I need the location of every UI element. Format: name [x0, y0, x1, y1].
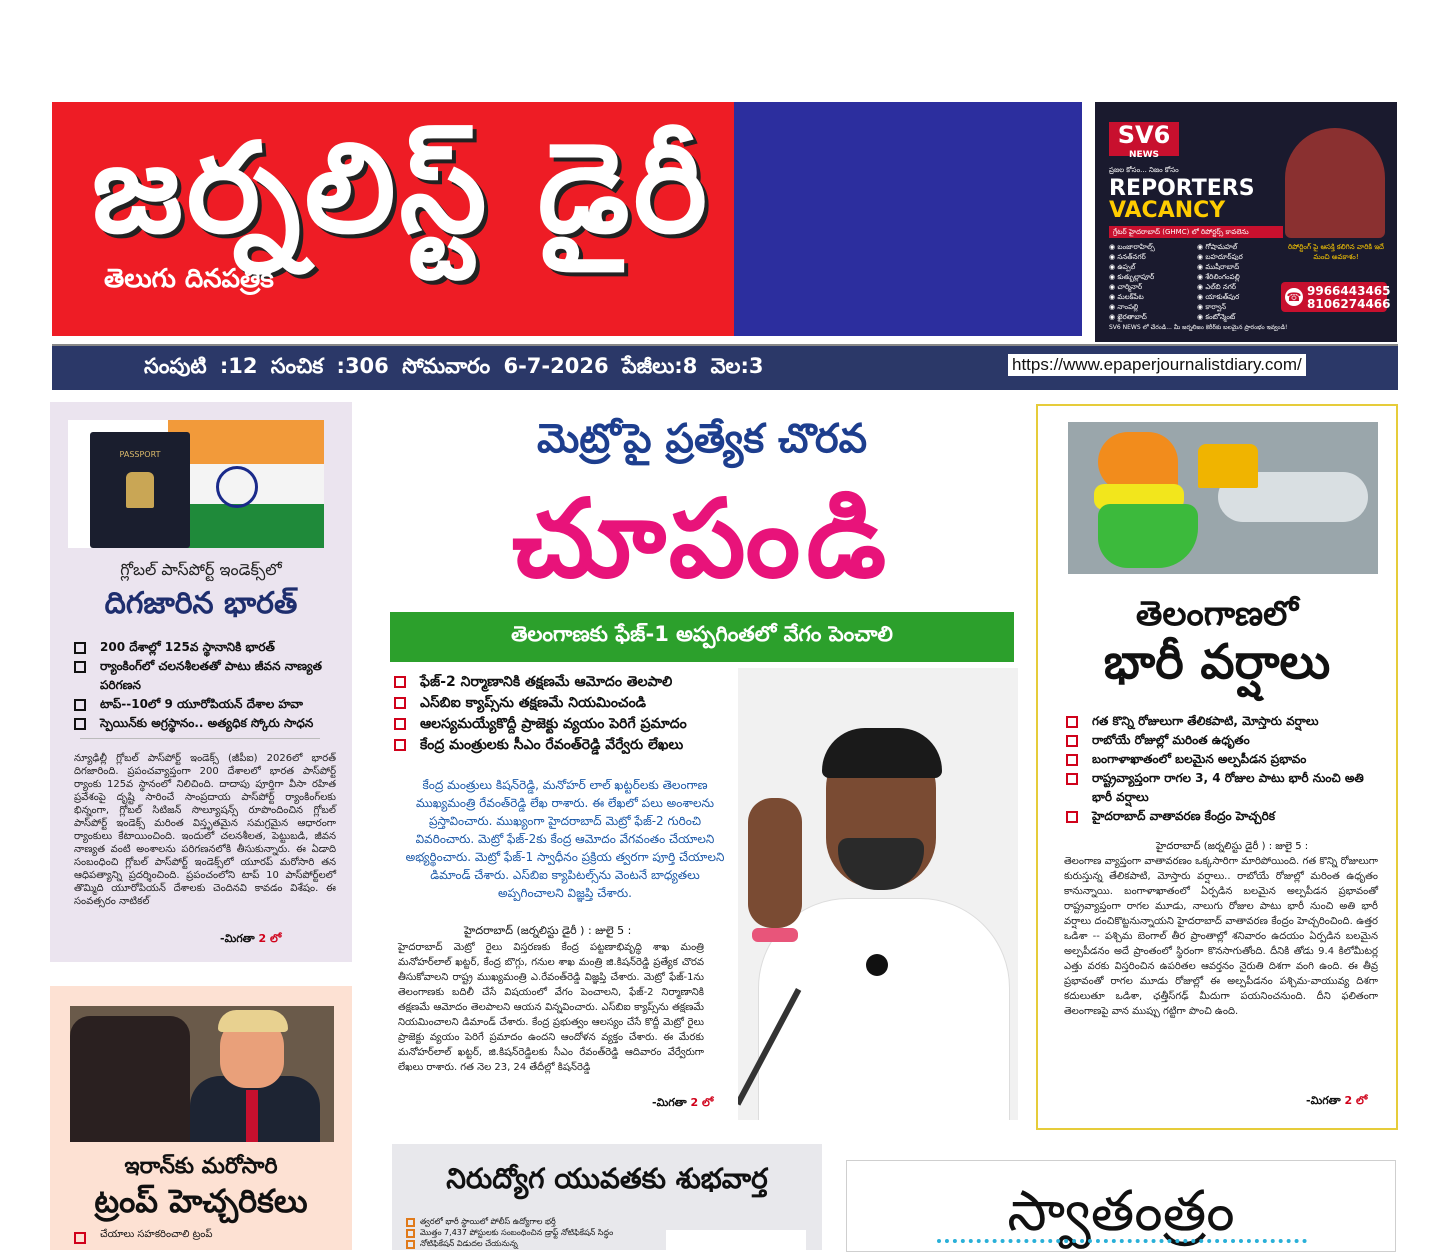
- newspaper-title: జర్నలిస్ట్ డైరీ: [92, 117, 712, 261]
- auto-rickshaw: [1198, 444, 1258, 488]
- rain-headline[interactable]: భారీ వర్షాలు: [1103, 634, 1331, 690]
- bullet-square-icon: [394, 697, 406, 709]
- list-item: రాష్ట్రవ్యాప్తంగా రాగల 3, 4 రోజుల పాటు భారీ నుంచి అతి భారీ వర్షాలు: [1066, 769, 1376, 807]
- rain-bullets: [1066, 712, 1376, 826]
- bullet-square-icon: [74, 1232, 86, 1244]
- ad-area-item: ◉ ఎల్‌బి నగర్: [1197, 283, 1237, 291]
- ad-area-item: ◉ కార్వాన్: [1197, 303, 1227, 311]
- bullet-square-icon: [1066, 773, 1078, 785]
- hair-shape: [218, 1010, 288, 1032]
- list-item: 200 దేశాల్లో 125వ స్థానానికి భారత్: [74, 638, 346, 657]
- bullet-square-icon: [394, 676, 406, 688]
- main-body: హైదరాబాద్ మెట్రో రైలు విస్తరణకు కేంద్ర పట్టణాభివృద్ధి శాఖ మంత్రి మనోహర్‌లాల్ ఖట్టర్, కేంద్ర బొగ్గు, గనుల శాఖ మంత్రి జి.కిషన్‌రెడ్డి ప్రత్యేక చొరవ తీసుకోవాలని రాష్ట్ర ముఖ్యమంత్రి ఎ.రేవంత్‌రెడ్డి విజ్ఞప్తి చేశారు. మెట్రో ఫేజ్-1ను తెలంగాణకు బదిలీ చేసే విషయంలో వేగం పెంచాలని, ఫేజ్-2 నిర్మాణానికి తక్షణమే ఆమోదం తెలపాలని ఆయన విన్నవించారు. ఎస్‌బిఐ క్యాప్స్‌ను తక్షణమే నియమించాలని డిమాండ్ చేశారు. కేంద్ర ప్రభుత్వం ఆలస్యం చేసే కొద్దీ మెట్రో రైలు ప్రాజెక్టు వ్యయం పెరిగే ప్రమాదం ఉందని ఆందోళన వ్యక్తం చేశారు. ఈ మేరకు మనోహర్‌లాల్ ఖట్టర్, జి.కిషన్‌రెడ్డిలకు సీఎం రేవంత్‌రెడ్డి ఆదివారం వేర్వేరుగా లేఖలు రాశారు. గత నెల 23, 24 తేదీల్లో కిషన్‌రెడ్డి: [398, 942, 704, 1073]
- list-item: ఎస్‌బిఐ క్యాప్స్‌ను తక్షణమే నియమించండి: [394, 693, 754, 714]
- ad-area-item: ◉ మలక్‌పేట: [1109, 293, 1144, 301]
- trump-kicker: ఇరాన్‌కు మరోసారి: [124, 1154, 278, 1179]
- list-item: స్పెయిన్‌కు అగ్రస్థానం.. అత్యధిక స్కోరు సాధన: [74, 714, 346, 733]
- cm-photo: [738, 668, 1018, 1120]
- ad-presenter-image: [1285, 128, 1385, 238]
- emblem-icon: [126, 472, 154, 508]
- ad-tagline: ప్రజల కోసం... నిజం కోసం: [1109, 166, 1179, 174]
- sv6-logo: SV6: [1109, 122, 1179, 156]
- trump-headline[interactable]: ట్రంప్ హెచ్చరికలు: [94, 1182, 308, 1220]
- ad-area-list: [1109, 242, 1289, 322]
- wristband-shape: [752, 928, 798, 942]
- passport-book-label: PASSPORT: [119, 450, 161, 459]
- map-green-zone: [1098, 504, 1198, 568]
- hair-shape: [822, 728, 942, 778]
- passport-bullets: [74, 638, 346, 733]
- newspaper-subtitle: తెలుగు దినపత్రిక: [104, 264, 274, 294]
- bullet-square-icon: [1066, 735, 1078, 747]
- ad-area-item: ◉ కుత్బుల్లాపూర్: [1109, 273, 1155, 281]
- ad-phone-box[interactable]: [1281, 282, 1391, 312]
- ad-area-item: ◉ నాంపల్లి: [1109, 303, 1139, 311]
- ad-area-item: ◉ ఉప్పల్: [1109, 263, 1136, 271]
- rain-body: తెలంగాణ వ్యాప్తంగా వాతావరణం ఒక్కసారిగా మారిపోయింది. గత కొన్ని రోజులుగా కురుస్తున్న తేలికపాటి, మోస్తారు వర్షాలు.. రాబోయే రోజుల్లో మరింత ఉధృతం కానున్నాయి. బంగాళాఖాతంలో ఏర్పడిన బలమైన అల్పపీడన ప్రభావంతో రాష్ట్రవ్యాప్తంగా రాగల మూడు, నాలుగు రోజుల పాటు భారీ నుంచి అతి భారీ వర్షాలు దంచికొట్టనున్నాయని హైదరాబాద్ వాతావరణ కేంద్రం హెచ్చరించింది. ఉత్తర ఒడిశా -- పశ్చిమ బెంగాల్ తీర ప్రాంతాల్లో శనివారం ఉదయం ఏర్పడిన బలమైన అల్పపీడనం అదే ప్రాంతంలో స్థిరంగా కొనసాగుతోంది. దీనికి తోడు 9.4 కిలోమీటర్ల ఎత్తు వరకు విస్తరించిన ఉపరితల ఆవర్తనం నైరుతి దిశగా వంగి ఉంది. ఈ తీవ్ర ప్రభావంతో రాగల మూడు రోజుల్లో ఈ అల్పపీడనం పశ్చిమ-వాయువ్య దిశగా కదులుతూ ఒడిశా, ఛత్తీస్‌గఢ్ మీదుగా పయనించనుంది. దీని ఫలితంగా తెలంగాణపై వాన ముప్పు గట్టిగా పొంచి ఉంది.: [1064, 856, 1378, 1017]
- beard-shape: [838, 838, 924, 890]
- chakra-icon: [216, 466, 258, 508]
- rain-photo: [1068, 422, 1378, 574]
- police-emblem-image: [666, 1230, 806, 1250]
- list-item: మొత్తం 7,437 పోస్టులకు సంబంధించిన డ్రాఫ్ట్ నోటిఫికేషన్ సిద్ధం: [406, 1227, 676, 1238]
- list-item: ఫేజ్-2 నిర్మాణానికి తక్షణమే ఆమోదం తెలపాలి: [394, 672, 754, 693]
- continued-link[interactable]: -మిగతా 2 లో: [652, 1096, 714, 1109]
- list-item: బంగాళాఖాతంలో బలమైన అల్పపీడన ప్రభావం: [1066, 750, 1376, 769]
- rain-dateline: హైదరాబాద్ (జర్నలిస్టు డైరీ ) : జులై 5 :: [1156, 841, 1309, 852]
- passport-book: [90, 432, 190, 548]
- bullet-square-icon: [1066, 716, 1078, 728]
- ad-area-item: ◉ బంజారాహిల్స్: [1109, 243, 1155, 251]
- bullet-square-icon: [74, 718, 86, 730]
- main-summary: కేంద్ర మంత్రులు కిషన్‌రెడ్డి, మనోహర్ లాల్ ఖట్టర్‌లకు తెలంగాణ ముఖ్యమంత్రి రేవంత్‌రెడ్డి లేఖ రాశారు. ఈ లేఖలో పలు అంశాలను ప్రస్తావించారు. ముఖ్యంగా హైదరాబాద్ మెట్రో ఫేజ్-2 గురించి వివరించారు. మెట్రో ఫేజ్-2కు కేంద్ర ఆమోదం వేగవంతం చేయాలని అభ్యర్థించారు. మెట్రో ఫేజ్-1 స్వాధీనం ప్రక్రియ త్వరగా పూర్తి చేయాలని డిమాండ్ చేశారు. ఎస్‌బిఐ క్యాపిటల్స్‌ను వెంటనే బాధ్యతలు అప్పగించాలని విజ్ఞప్తి చేశారు.: [405, 778, 725, 900]
- divider: [80, 738, 320, 739]
- bullet-square-icon: [74, 642, 86, 654]
- tie-shape: [246, 1090, 258, 1142]
- flag-saffron: [168, 420, 324, 464]
- hand-shape: [748, 798, 802, 928]
- freedom-feature: [846, 1160, 1396, 1252]
- issue-info-bar: [52, 344, 1398, 390]
- sv6-reporters-ad[interactable]: [1095, 102, 1397, 342]
- ad-footer: SV6 NEWS లో చేరండి... మీ జర్నలిజం కెరీర్‌కు బలమైన ప్రారంభం ఇవ్వండి!: [1109, 324, 1288, 331]
- list-item: చేయాలు సహకరించాలి ట్రంప్: [74, 1228, 362, 1242]
- main-bullets: [394, 672, 754, 756]
- list-item: ఆలస్యమయ్యేకొద్దీ ప్రాజెక్టు వ్యయం పెరిగే ప్రమాదం: [394, 714, 754, 735]
- trump-photo: [70, 1006, 334, 1142]
- passport-story: [50, 402, 352, 962]
- map-orange-zone: [1098, 432, 1178, 492]
- bullet-square-icon: [394, 739, 406, 751]
- bullet-square-icon: [74, 699, 86, 711]
- rain-kicker: తెలంగాణలో: [1135, 594, 1299, 634]
- ad-area-item: ◉ కంటోన్మెంట్: [1197, 313, 1236, 321]
- sv6-logo-sub: NEWS: [1128, 150, 1160, 160]
- list-item: హైదరాబాద్ వాతావరణ కేంద్రం హెచ్చరిక: [1066, 807, 1376, 826]
- bullet-square-icon: [1066, 754, 1078, 766]
- ad-headline-reporters: REPORTERS: [1109, 176, 1255, 201]
- list-item: కేంద్ర మంత్రులకు సీఎం రేవంత్‌రెడ్డి వేర్వేరు లేఖలు: [394, 735, 754, 756]
- phone-icon: ☎: [1286, 290, 1302, 304]
- ad-area-item: ◉ ముషీరాబాద్: [1197, 263, 1240, 271]
- masthead: [52, 102, 1082, 336]
- list-item: రాబోయే రోజుల్లో మరింత ఉధృతం: [1066, 731, 1376, 750]
- bullet-square-icon: [406, 1229, 415, 1238]
- passport-body: న్యూఢిల్లీ గ్లోబల్ పాస్‌పోర్ట్ ఇండెక్స్ (జీపీఐ) 2026లో భారత్ దిగజారింది. ప్రపంచవ్యాప్తంగా 200 దేశాలలో భారత పాస్‌పోర్ట్ ర్యాంకు 125వ స్థానంలో నిలిచింది. దాదాపు పూర్తిగా వీసా రహిత ప్రవేశంపై దృష్టి సారించే సాంప్రదాయ పాస్‌పోర్ట్ ర్యాంకింగ్‌లకు భిన్నంగా, గ్లోబల్ సిటిజన్ సొల్యూషన్స్ రూపొందించిన గ్లోబల్ పాస్‌పోర్ట్ ఇండెక్స్ మరింత విస్తృతమైన సమగ్రమైన ఆధారంగా ర్యాంకులు కేటాయించింది. ఇందులో చలనశీలత, పెట్టుబడి, జీవన నాణ్యత వంటి అంశాలను పరిగణనలోకి తీసుకున్నారు. ఈ ఏడాది సంబంధించి గ్లోబల్ పాస్‌పోర్ట్ ఇండెక్స్‌లో యూరప్ మరోసారి తన ఆధిపత్యాన్ని ప్రదర్శించింది. ప్రపంచంలోని టాప్ 10 పాస్‌పోర్ట్‌లలో తొమ్మిది యూరోపియన్ దేశాలకు చెందినవి కావడం విశేషం. ఈ సంవత్సరం నాటికల్: [74, 753, 336, 907]
- microphone-icon: [866, 954, 888, 976]
- ad-phone-number-1[interactable]: 9966443465: [1307, 284, 1391, 298]
- passport-headline[interactable]: దిగజారిన భారత్: [104, 586, 298, 621]
- main-kicker: మెట్రోపై ప్రత్యేక చొరవ: [536, 416, 868, 462]
- list-item: గత కొన్ని రోజులుగా తేలికపాటి, మోస్తారు వర్షాలు: [1066, 712, 1376, 731]
- list-item: టాప్--10లో 9 యూరోపియన్ దేశాల హవా: [74, 695, 346, 714]
- youth-headline[interactable]: నిరుద్యోగ యువతకు శుభవార్త: [446, 1162, 768, 1195]
- passport-image: [68, 420, 324, 548]
- list-item: ర్యాంకింగ్‌లో చలనశీలతతో పాటు జీవన నాణ్యత పరిగణన: [74, 657, 346, 695]
- main-subhead: తెలంగాణకు ఫేజ్-1 అప్పగింతలో వేగం పెంచాలి: [511, 622, 893, 646]
- ad-area-item: ◉ సనత్‌నగర్: [1109, 253, 1146, 261]
- ad-area-item: ◉ బహదూర్‌పుర: [1197, 253, 1243, 261]
- bullet-square-icon: [406, 1218, 415, 1227]
- continued-link[interactable]: -మిగతా 2 లో: [220, 932, 282, 945]
- list-item: నోటిఫికేషన్ విడుదల చేయనున్న: [406, 1238, 676, 1249]
- ad-area-item: ◉ శేరిలింగంపల్లి: [1197, 273, 1240, 281]
- ad-headline-vacancy: VACANCY: [1109, 198, 1226, 223]
- ad-area-item: ◉ యాకుత్‌పుర: [1197, 293, 1240, 301]
- trump-story: [50, 986, 352, 1250]
- youth-bullets: [406, 1216, 676, 1249]
- list-item: త్వరలో భారీ స్థాయిలో పోలీస్ ఉద్యోగాల భర్తీ: [406, 1216, 676, 1227]
- passport-kicker: గ్లోబల్ పాస్‌పోర్ట్ ఇండెక్స్‌లో: [120, 560, 282, 579]
- main-headline[interactable]: చూపండి: [511, 477, 893, 602]
- main-dateline: హైదరాబాద్ (జర్నలిస్టు డైరీ ) : జులై 5 :: [464, 924, 632, 937]
- freedom-headline[interactable]: స్వాతంత్రం: [1007, 1179, 1235, 1244]
- bullet-square-icon: [1066, 811, 1078, 823]
- bullet-square-icon: [406, 1240, 415, 1249]
- issue-details: సంపుటి :12 సంచిక :306 సోమవారం 6-7-2026 పేజీలు:8 వెల:3: [144, 354, 764, 378]
- ad-area-item: ◉ ఖైరతాబాద్: [1109, 313, 1147, 321]
- ad-phone-number-2[interactable]: 8106274466: [1307, 297, 1391, 311]
- main-subhead-band: [390, 612, 1014, 662]
- continued-link[interactable]: -మిగతా 2 లో: [1306, 1094, 1368, 1107]
- ad-note: రిపోర్టింగ్ పై ఆసక్తి కలిగిన వారికి ఇదే మంచి అవకాశం!: [1287, 243, 1384, 261]
- ad-location-line: గ్రేటర్ హైదరాబాద్ (GHMC) లో రిపోర్టర్స్ కావలెను: [1109, 226, 1283, 238]
- chair-shape: [70, 1016, 190, 1142]
- website-url[interactable]: https://www.epaperjournalistdiary.com/: [1008, 354, 1306, 376]
- flag-green: [168, 504, 324, 548]
- ad-area-item: ◉ గోషామహల్: [1197, 243, 1238, 251]
- rain-story: [1036, 404, 1398, 1130]
- bullet-square-icon: [74, 661, 86, 673]
- decorative-dots: [937, 1239, 1307, 1249]
- ad-area-item: ◉ చార్మినార్: [1109, 283, 1143, 291]
- bullet-square-icon: [394, 718, 406, 730]
- youth-jobs-story: [392, 1144, 822, 1250]
